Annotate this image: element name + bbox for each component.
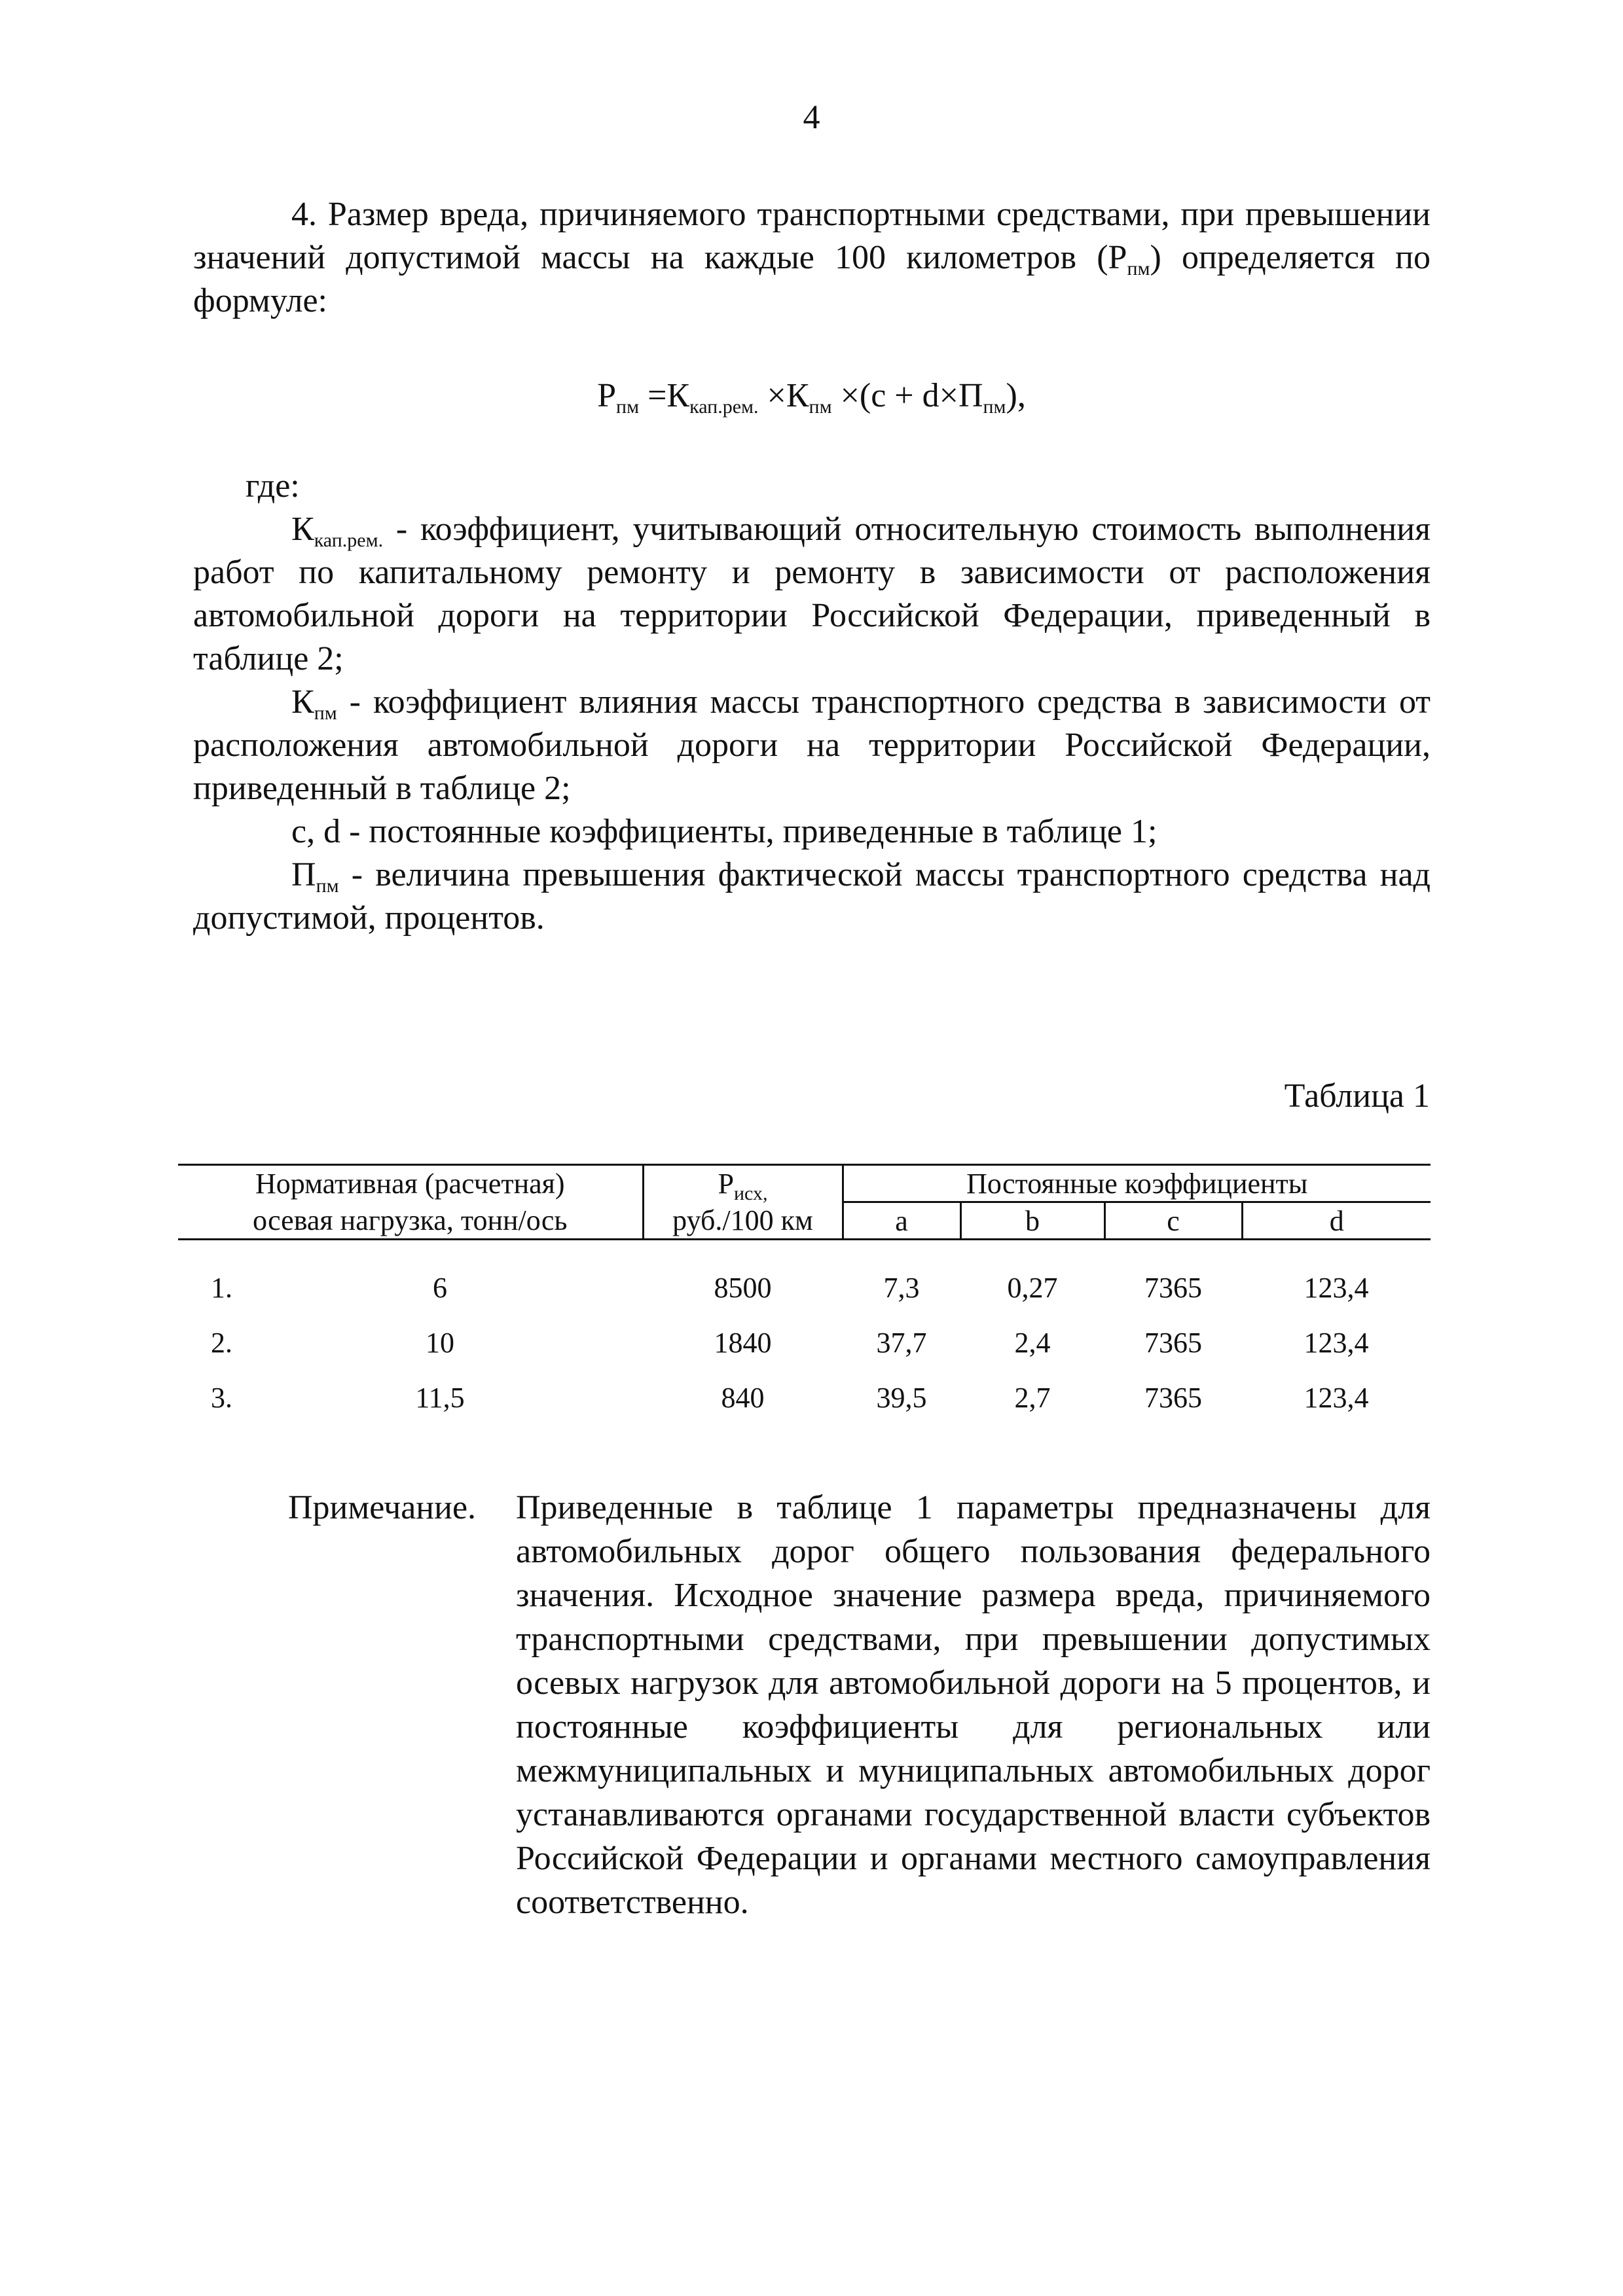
table-cell: 37,7 (876, 1326, 927, 1359)
coefficients-table (178, 1164, 1431, 1425)
def-sub: пм (314, 702, 337, 724)
page-number: 4 (803, 99, 820, 136)
table-cell: 6 (433, 1271, 447, 1304)
def-sub: кап.рем. (314, 529, 384, 551)
definition-k-kap (193, 508, 1431, 681)
def-text: с, d - постоянные коэффициенты, приведенные в таблице 1; (291, 813, 1158, 850)
header-p-unit: руб./100 км (643, 1202, 843, 1240)
header-constants: Постоянные коэффициенты (843, 1165, 1431, 1202)
header-col-d: d (1242, 1202, 1431, 1240)
def-sub: пм (316, 875, 339, 897)
formula-part: ×К (758, 377, 809, 414)
table-cell: 1840 (714, 1326, 772, 1359)
table-cell: 7365 (1144, 1326, 1202, 1359)
table-cell: 2,7 (1014, 1381, 1051, 1414)
definition-k-pm (193, 681, 1431, 810)
intro-sub: пм (1127, 258, 1150, 279)
table-cell: 3. (211, 1381, 232, 1414)
table-cell: 7,3 (883, 1271, 920, 1304)
table-header-row (178, 1165, 1431, 1202)
formula-part: =К (639, 377, 690, 414)
formula-sub: пм (983, 396, 1006, 418)
def-symbol: К (291, 683, 314, 721)
header-col-b: b (960, 1202, 1104, 1240)
table-cell: 10 (426, 1326, 454, 1359)
table-row (178, 1260, 1431, 1315)
intro-paragraph (193, 193, 1431, 323)
formula-sub: кап.рем. (689, 396, 759, 418)
formula-sub: пм (616, 396, 640, 418)
note-block (288, 1486, 1431, 1924)
definition-p-pm (193, 853, 1431, 940)
table-cell: 8500 (714, 1271, 772, 1304)
table-cell: 2. (211, 1326, 232, 1359)
table-cell: 1. (211, 1271, 232, 1304)
def-symbol: К (291, 511, 314, 548)
table-cell: 840 (721, 1381, 765, 1414)
header-col-c: c (1104, 1202, 1242, 1240)
formula-part: ×(с + d×П (831, 377, 983, 414)
header-p-isx (643, 1165, 843, 1205)
table-row (178, 1370, 1431, 1425)
formula-part: Р (597, 377, 617, 414)
table-cell: 0,27 (1007, 1271, 1058, 1304)
def-text: - величина превышения фактической массы транспортного средства над допустимой, процентов. (193, 856, 1431, 937)
def-text: - коэффициент, учитывающий относительную стоимость выполнения работ по капитальному ремонту и ремонту в зависимости от расположения автомобильной дороги на территории Российской Федерации, приведенный в таблице 2; (193, 511, 1431, 677)
table-cell: 39,5 (876, 1381, 927, 1414)
intro-text: 4. Размер вреда, причиняемого транспортными средствами, при превышении значений допустимой массы на каждые 100 километров (Р (193, 196, 1431, 276)
def-symbol: П (291, 856, 316, 893)
table-cell: 123,4 (1304, 1381, 1369, 1414)
table-row (178, 1315, 1431, 1370)
table-cell: 7365 (1144, 1271, 1202, 1304)
table-cell: 11,5 (415, 1381, 465, 1414)
header-load-line2: осевая нагрузка, тонн/ось (253, 1204, 568, 1236)
table-cell: 123,4 (1304, 1271, 1369, 1304)
header-col-a: a (843, 1202, 960, 1240)
header-p-symbol: Р (718, 1168, 734, 1200)
table-cell: 123,4 (1304, 1326, 1369, 1359)
where-label: где: (246, 467, 300, 505)
formula (0, 376, 1623, 418)
definition-cd (193, 810, 1431, 853)
formula-part: ), (1006, 377, 1026, 414)
table-cell: 2,4 (1014, 1326, 1051, 1359)
table-header-row (178, 1202, 1431, 1240)
table-caption: Таблица 1 (1284, 1077, 1430, 1115)
definitions (193, 465, 1431, 940)
intro-end: ) определяется по формуле: (193, 239, 1431, 319)
note-text: Приведенные в таблице 1 параметры предназначены для автомобильных дорог общего пользования федерального значения. Исходное значение размера вреда, причиняемого транспортными средствами, при превышении допустимых осевых нагрузок для автомобильной дороги на 5 процентов, и постоянные коэффициенты для региональных или межмуниципальных и муниципальных автомобильных дорог устанавливаются органами государственной власти субъектов Российской Федерации и органами местного самоуправления соответственно. (516, 1489, 1431, 1921)
header-p-sub: исх, (734, 1183, 768, 1205)
def-text: - коэффициент влияния массы транспортного средства в зависимости от расположения автомобильной дороги на территории Российской Федерации, приведенный в таблице 2; (193, 683, 1431, 807)
header-load-line1: Нормативная (расчетная) (255, 1168, 565, 1200)
table-cell: 7365 (1144, 1381, 1202, 1414)
note-label: Примечание. (288, 1489, 477, 1526)
formula-sub: пм (809, 396, 832, 418)
